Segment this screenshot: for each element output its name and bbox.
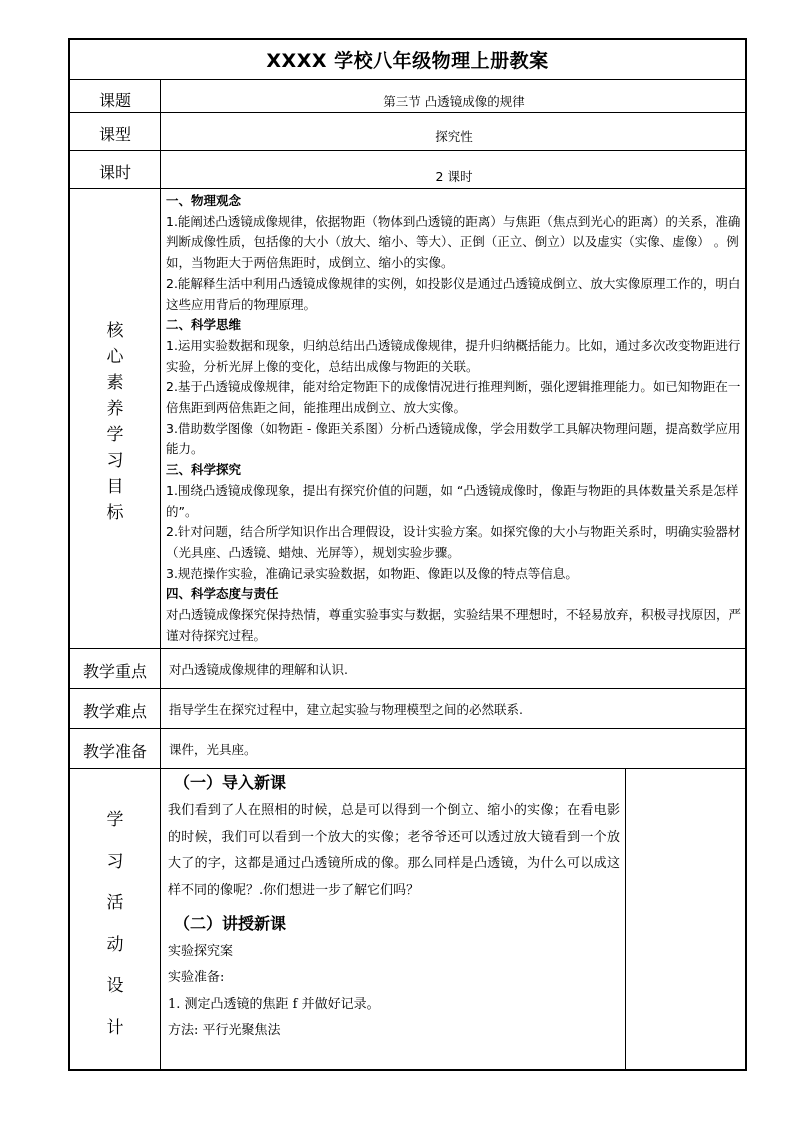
lesson-line: 方法: 平行光聚焦法 (168, 1023, 281, 1039)
goal-item: 1.能阐述凸透镜成像规律，依据物距（物体到凸透镜的距离）与焦距（焦点到光心的距离）的关系，准确判断成像性质，包括像的大小（放大、缩小、等大）、正倒（正立、倒立）以及虚实（实像、虚像） 。例如，当物距大于两倍焦距时，成倒立、缩小的实像。 (166, 213, 741, 271)
goal-item: 2.针对问题，结合所学知识作出合理假设，设计实验方案。如探究像的大小与物距关系时，明确实验器材（光具座、凸透镜、蜡烛、光屏等），规划实验步骤。 (166, 524, 741, 560)
section-heading: 一、物理观念 (166, 193, 242, 208)
document-title: XXXX 学校八年级物理上册教案 (266, 50, 549, 72)
section-heading: 四、科学态度与责任 (166, 586, 279, 602)
core-goals-content (166, 191, 741, 646)
goal-item: 3.借助数学图像（如物距 - 像距关系图）分析凸透镜成像，学会用数学工具解决物理问题，提高数学应用能力。 (166, 420, 741, 457)
hours-value: 2 课时 (435, 169, 473, 184)
focus-label: 教学重点 (82, 662, 147, 681)
lesson-plan-table (68, 38, 747, 1071)
difficulty-value: 指导学生在探究过程中，建立起实验与物理模型之间的必然联系. (169, 702, 523, 717)
new-lesson-heading: （二）讲授新课 (174, 913, 287, 933)
prep-label: 教学准备 (82, 742, 147, 761)
goal-item: 1.围绕凸透镜成像现象，提出有探究价值的问题，如 “凸透镜成像时，像距与物距的具体数量关系是怎样的”。 (166, 482, 739, 519)
lesson-line: 实验准备: (168, 970, 225, 986)
activity-content (168, 768, 620, 1045)
goal-item: 3.规范操作实验，准确记录实验数据，如物距、像距以及像的特点等信息。 (166, 565, 578, 581)
section-heading: 二、科学思维 (166, 317, 242, 333)
goal-item: 2.基于凸透镜成像规律，能对给定物距下的成像情况进行推理判断，强化逻辑推理能力。如已知物距在一倍焦距到两倍焦距之间，能推理出成倒立、放大实像。 (166, 379, 741, 416)
prep-value: 课件，光具座。 (169, 742, 257, 757)
type-value: 探究性 (435, 129, 473, 144)
intro-heading: （一）导入新课 (174, 773, 287, 792)
lesson-line: 实验探究案 (168, 943, 234, 959)
goal-item: 2.能解释生活中利用凸透镜成像规律的实例，如投影仪是通过凸透镜成倒立、放大实像原理工作的，明白这些应用背后的物理原理。 (166, 275, 741, 312)
goal-item: 对凸透镜成像探究保持热情，尊重实验事实与数据，实验结果不理想时，不轻易放弃，积极寻找原因，严谨对待探究过程。 (166, 607, 742, 643)
topic-label: 课题 (98, 91, 131, 110)
difficulty-label: 教学难点 (82, 702, 147, 721)
lesson-line: 1. 测定凸透镜的焦距 f 并做好记录。 (168, 996, 380, 1012)
section-heading: 三、科学探究 (166, 462, 242, 478)
core-goals-label: 核 心 素 养 学 习 目 标 (106, 321, 124, 523)
intro-paragraph: 我们看到了人在照相的时候，总是可以得到一个倒立、缩小的实像；在看电影的时候，我们可以看到一个放大的实像；老爷爷还可以透过放大镜看到一个放大了的字，这都是通过凸透镜所成的像。那么同样是凸透镜，为什么可以成这样不同的像呢？.你们想进一步了解它们吗？ (168, 803, 620, 899)
topic-value: 第三节 凸透镜成像的规律 (383, 94, 525, 109)
focus-value: 对凸透镜成像规律的理解和认识. (169, 662, 348, 677)
hours-label: 课时 (98, 163, 131, 182)
goal-item: 1.运用实验数据和现象，归纳总结出凸透镜成像规律，提升归纳概括能力。比如，通过多次改变物距进行实验，分析光屏上像的变化，总结出成像与物距的关联。 (166, 337, 741, 374)
activity-design-label: 学 习 活 动 设 计 (106, 810, 124, 1038)
type-label: 课型 (98, 125, 131, 144)
